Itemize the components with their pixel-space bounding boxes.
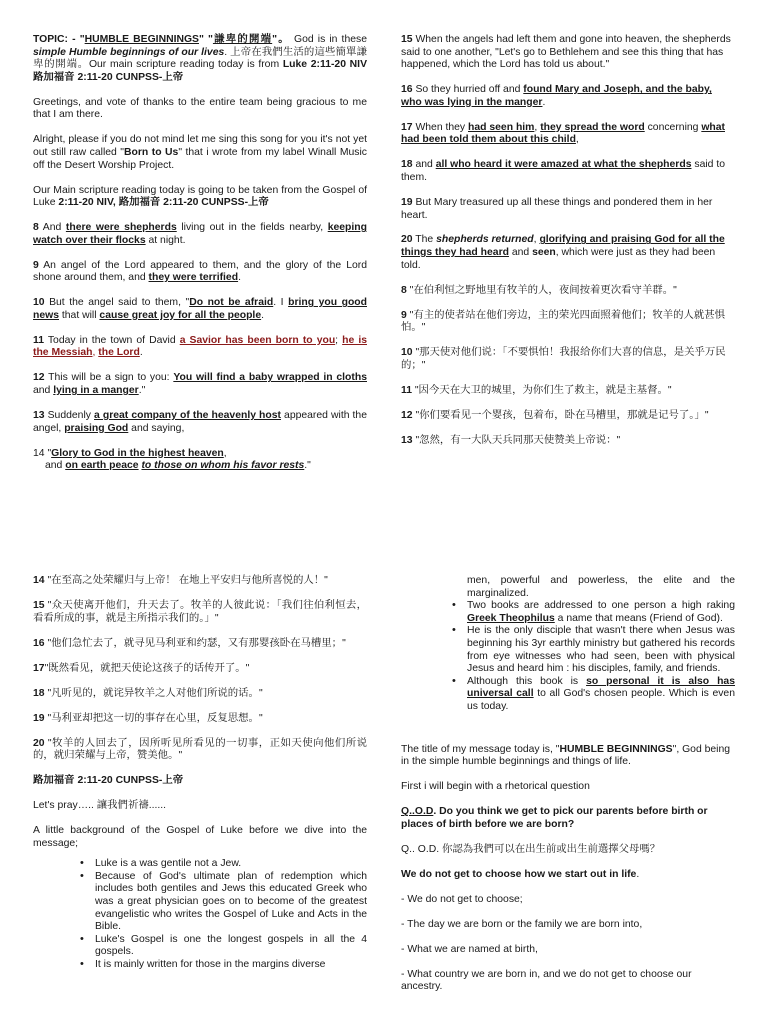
list-item: • Because of God's ultimate plan of redemption which includes both gentiles and Jews this educated Greek who was a great physician goes on to become of the greatest evangelistic who writes the Gospel of Luke and Acts in the Bible.	[95, 871, 367, 934]
verse-19-zh: 19 "马利亚却把这一切的事存在心里，反复思想。"	[33, 712, 263, 724]
verse-17: 17 When they had seen him, they spread the word concerning what had been told them about this child,	[401, 121, 725, 146]
message-title: HUMBLE BEGINNINGS	[559, 743, 673, 755]
background-list	[33, 858, 367, 971]
verse-11-zh: 11 "因今天在大卫的城里，为你们生了救主，就是主基督。"	[401, 384, 672, 396]
scripture-reference-zh: 路加福音 2:11-20 CUNPSS-上帝	[33, 775, 184, 787]
topic-title: HUMBLE BEGINNINGS	[84, 34, 199, 45]
verse-18-zh: 18 "凡听见的，就诧异牧羊之人对他们所说的话。"	[33, 687, 263, 699]
no-choice-line-1: - We do not get to choose;	[401, 893, 523, 905]
question-of-the-day: Q..O.D. Do you think we get to pick our parents before birth or places of birth before we are born?	[401, 806, 708, 830]
rhetorical-intro: First i will begin with a rhetorical question	[401, 781, 590, 793]
background-list-continued	[401, 600, 735, 713]
list-item: • Luke's Gospel is one the longest gospels in all the 4 gospels.	[95, 934, 367, 959]
verse-16-zh: 16 "他们急忙去了，就寻见马利亚和约瑟，又有那婴孩卧在马槽里；"	[33, 637, 346, 649]
topic-label: TOPIC: -	[33, 34, 80, 45]
message-title-paragraph: The title of my message today is, "HUMBLE BEGINNINGS", God being in the simple humble beginnings and things of life.	[401, 743, 731, 768]
no-choice-line-3: - What we are named at birth,	[401, 943, 538, 955]
document-page-2	[0, 512, 768, 1024]
verse-9-zh: 9 "有主的使者站在他们旁边，主的荣光四面照着他们；牧羊的人就甚惧怕。"	[401, 309, 726, 334]
page1-right-column	[401, 34, 735, 460]
verse-15: 15 When the angels had left them and gone into heaven, the shepherds said to one another, "Let's go to Bethlehem and see this thing that has happened, which the Lord has told us about."	[401, 34, 731, 71]
verse-20-zh: 20 "牧羊的人回去了，因所听见所看见的一切事，正如天使向他们所说的，就归荣耀与上帝，赞美他。"	[33, 737, 367, 762]
list-item: • Luke is a was gentile not a Jew.	[95, 858, 367, 871]
verse-14-zh: 14 "在至高之处荣耀归与上帝！ 在地上平安归与他所喜悦的人！"	[33, 575, 328, 586]
question-of-the-day-zh: Q.. O.D. 你認為我們可以在出生前或出生前選擇父母嗎？	[401, 843, 661, 855]
verse-15-zh: 15 "众天使离开他们，升天去了。牧羊的人彼此说：「我们往伯利恒去，看看所成的事，就是主所指示我们的。」"	[33, 599, 367, 624]
verse-16: 16 So they hurried off and found Mary and Joseph, and the baby, who was lying in the manger.	[401, 84, 712, 108]
list-item: • It is mainly written for those in the margins diverse	[95, 959, 367, 972]
no-choice-line-4: - What country we are born in, and we do not get to choose our ancestry.	[401, 968, 692, 993]
verse-13: 13 Suddenly a great company of the heavenly host appeared with the angel, praising God and saying,	[33, 409, 367, 434]
page2-right-column	[401, 575, 735, 1006]
no-choice-line-2: - The day we are born or the family we are born into,	[401, 918, 643, 930]
verse-13-zh: 13 "忽然，有一大队天兵同那天使赞美上帝说："	[401, 434, 621, 446]
verse-9: 9 An angel of the Lord appeared to them, and the glory of the Lord shone around them, and they were terrified.	[33, 259, 367, 284]
verse-8: 8 And there were shepherds living out in the fields nearby, keeping watch over their flocks at night.	[33, 222, 367, 246]
verse-8-zh: 8 "在伯利恒之野地里有牧羊的人，夜间按着更次看守羊群。"	[401, 284, 677, 296]
list-continuation: men, powerful and powerless, the elite and the marginalized.	[467, 575, 735, 599]
page2-left-column	[33, 575, 367, 972]
verse-12-zh: 12 "你们要看见一个婴孩，包着布，卧在马槽里，那就是记号了。」"	[401, 409, 709, 421]
verse-20: 20 The shepherds returned, glorifying and praising God for all the things they had heard and seen, which were just as they had been told.	[401, 234, 725, 271]
reading-paragraph: Our Main scripture reading today is going to be taken from the Gospel of Luke 2:11-20 NIV, 路加福音 2:11-20 CUNPSS-上帝	[33, 184, 367, 209]
topic-title-zh: 謙卑的開端	[212, 34, 273, 45]
song-paragraph: Alright, please if you do not mind let me sing this song for you it's not yet out still raw called "Born to Us" that i wrote from my label Winall Music off the Desert Worship Project.	[33, 134, 367, 171]
page1-left-column	[33, 34, 367, 485]
greeting-paragraph: Greetings, and vote of thanks to the entire team being gracious to me that I am there.	[33, 96, 367, 121]
scripture-reference: Luke 2:11-20 NIV 路加福音 2:11-20 CUNPSS-上帝	[33, 59, 367, 83]
verse-19: 19 But Mary treasured up all these things and pondered them in her heart.	[401, 196, 713, 221]
list-item: • Two books are addressed to one person a high raking Greek Theophilus a name that means (Friend of God).	[467, 600, 735, 625]
verse-10: 10 But the angel said to them, "Do not be afraid. I bring you good news that will cause great joy for all the people.	[33, 297, 367, 321]
list-item: • He is the only disciple that wasn't there when Jesus was beginning his 3yr earthly ministry but gathered his records from eye witnesses who had seen, been with physical Jesus and heard him : his disciples, family, and friends.	[467, 625, 735, 675]
verse-12: 12 This will be a sign to you: You will find a baby wrapped in cloths and lying in a manger."	[33, 372, 367, 396]
prayer-line: Let's pray….. 讓我們祈禱......	[33, 800, 167, 812]
list-item: • Although this book is so personal it is also has universal call to all God's chosen people. Which is even us today.	[467, 676, 735, 714]
verse-17-zh: 17"既然看见，就把天使论这孩子的话传开了。"	[33, 662, 250, 674]
topic-paragraph: TOPIC: - "HUMBLE BEGINNINGS" "謙卑的開端"。 God is in these simple Humble beginnings of our lives. 上帝在我們生活的這些簡單謙卑的開端。Our main scripture reading today is from Luke 2:11-20 NIV 路加福音 2:11-20 CUNPSS-上帝	[33, 34, 367, 83]
verse-18: 18 and all who heard it were amazed at what the shepherds said to them.	[401, 159, 725, 183]
background-intro: A little background of the Gospel of Luke before we dive into the message;	[33, 825, 367, 849]
no-choice-heading: We do not get to choose how we start out in life.	[401, 868, 640, 880]
verse-10-zh: 10 "那天使对他们说：「不要惧怕！我报给你们大喜的信息，是关乎万民的；"	[401, 347, 726, 371]
topic-emphasis: simple Humble beginnings of our lives	[33, 46, 225, 58]
reading-reference: 2:11-20 NIV, 路加福音 2:11-20 CUNPSS-上帝	[58, 197, 269, 209]
verse-11: 11 Today in the town of David a Savior has been born to you; he is the Messiah, the Lord.	[33, 334, 367, 359]
song-title: Born to Us	[124, 146, 179, 158]
verse-14: 14 "Glory to God in the highest heaven, and on earth peace to those on whom his favor rests."	[33, 447, 311, 472]
